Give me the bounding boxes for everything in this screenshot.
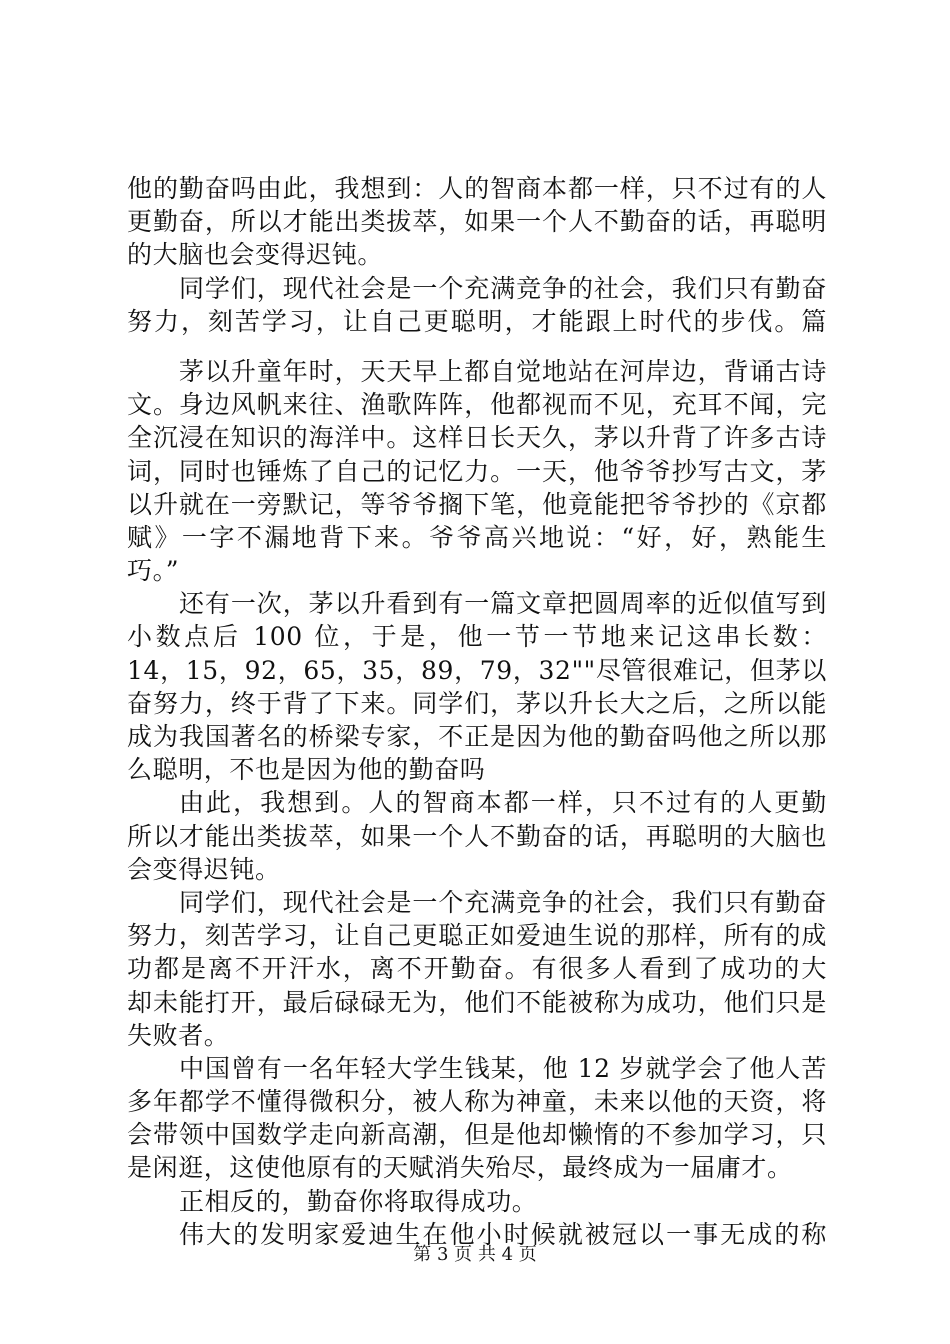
text-line: 正相反的，勤奋你将取得成功。 (179, 1186, 538, 1216)
text-line: 茅以升童年时，天天早上都自觉地站在河岸边，背诵古诗 (179, 356, 827, 386)
document-body (127, 172, 827, 1251)
text-line: 同学们，现代社会是一个充满竞争的社会，我们只有勤奋 (179, 273, 827, 303)
text-line: 的大脑也会变得迟钝。 (127, 240, 384, 270)
text-line: 奋努力，终于背了下来。同学们，茅以升长大之后，之所以能 (127, 688, 827, 718)
text-line: 么聪明，不也是因为他的勤奋吗 (127, 755, 486, 785)
text-line: 却未能打开，最后碌碌无为，他们不能被称为成功，他们只是 (127, 987, 827, 1017)
text-line: 伟大的发明家爱迪生在他小时候就被冠以一事无成的称 (179, 1219, 827, 1249)
text-line: 是闲逛，这使他原有的天赋消失殆尽，最终成为一届庸才。 (127, 1153, 793, 1183)
text-line: 努力，刻苦学习，让自己更聪明，才能跟上时代的步伐。篇 (127, 306, 827, 336)
section-gap (127, 338, 827, 355)
text-line: 小数点后 100 位，于是，他一节一节地来记这串长数： (127, 622, 827, 652)
page-footer: 第 3 页 共 4 页 (413, 1244, 537, 1265)
text-line: 多年都学不懂得微积分，被人称为神童，未来以他的天资，将 (127, 1087, 827, 1117)
text-line: 中国曾有一名年轻大学生钱某，他 12 岁就学会了他人苦 (179, 1053, 827, 1083)
text-line: 失败者。 (127, 1020, 230, 1050)
text-line: 更勤奋，所以才能出类拔萃，如果一个人不勤奋的话，再聪明 (127, 207, 827, 237)
text-line: 词，同时也锤炼了自己的记忆力。一天，他爷爷抄写古文，茅 (127, 456, 827, 486)
text-line: 全沉浸在知识的海洋中。这样日长天久，茅以升背了许多古诗 (127, 423, 827, 453)
text-line: 成为我国著名的桥梁专家，不正是因为他的勤奋吗他之所以那 (127, 722, 827, 751)
text-line: 他的勤奋吗由此，我想到：人的智商本都一样，只不过有的人 (127, 174, 827, 203)
text-line: 会变得迟钝。 (127, 854, 281, 884)
text-line: 14，15，92，65，35，89，79，32""尽管很难记，但茅以 (127, 655, 827, 685)
text-line: 由此，我想到。人的智商本都一样，只不过有的人更勤 (179, 788, 827, 818)
text-line: 同学们，现代社会是一个充满竞争的社会，我们只有勤奋 (179, 887, 827, 917)
text-line: 努力，刻苦学习，让自己更聪正如爱迪生说的那样，所有的成 (127, 921, 827, 951)
text-line: 巧。” (127, 556, 180, 586)
text-line: 还有一次，茅以升看到有一篇文章把圆周率的近似值写到 (179, 589, 827, 619)
text-line: 会带领中国数学走向新高潮，但是他却懒惰的不参加学习，只 (127, 1120, 827, 1150)
text-line: 所以才能出类拔萃，如果一个人不勤奋的话，再聪明的大脑也 (127, 821, 827, 851)
text-line: 功都是离不开汗水，离不开勤奋。有很多人看到了成功的大 (127, 954, 827, 984)
text-line: 以升就在一旁默记，等爷爷搁下笔，他竟能把爷爷抄的《京都 (127, 489, 827, 519)
text-line: 赋》一字不漏地背下来。爷爷高兴地说：“好，好，熟能生 (127, 522, 827, 552)
text-line: 文。身边风帆来往、渔歌阵阵，他都视而不见，充耳不闻，完 (127, 390, 827, 420)
